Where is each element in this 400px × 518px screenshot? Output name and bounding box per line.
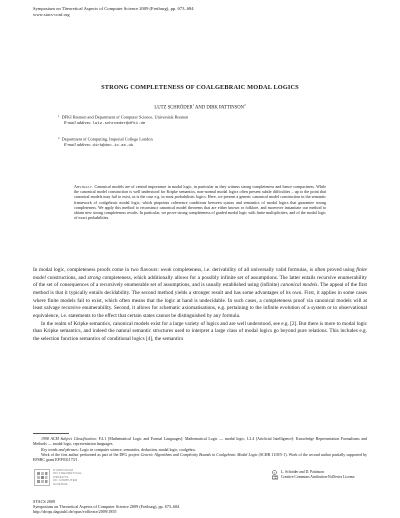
- emph-canonical-models: canonical models: [280, 282, 318, 289]
- abstract: [74, 184, 326, 220]
- footnote-acm: [33, 436, 367, 447]
- footer-venue: STACS 2009: [33, 499, 56, 504]
- svg-text:c: c: [273, 470, 276, 475]
- copyright-block: [272, 470, 355, 481]
- abstract-text: Canonical models are of central importance in modal logic, in particular as they witness strong completeness and hence compactness. While the canonical model construction is well understood for Kripke semantics, non-normal modal logics often present subtle difficulties – up to the point that canonical models may fail to exist, as is the case e.g. in most probabilistic logics. Here, we present a generic canonical model construction in the semantic framework of coalgebraic modal logic, which pinpoints coherence conditions between syntax and semantics of modal logics that guarantee strong completeness. We apply this method to reconstruct canonical model theorems that are either known or folklore, and moreover instantiate our method to obtain new strong completeness results. In particular, we prove strong completeness of graded modal logic with finite multiplicities, and of the modal logic of exact probabilities.: [74, 184, 326, 221]
- body-paragraph-1: In modal logic, completeness proofs come in two flavours: weak completeness, i.e. derivability of all universally valid formulas, is often proved using finite model constructions, and strong completeness, which additionally allows for a possibly infinite set of assumptions. The latter entails recursive enumerability of the set of consequences of a recursively enumerable set of assumptions, and is usually established using (infinite) canonical models. The appeal of the first method is that it typically entails decidability. The second method yields a stronger result and has some advantages of its own. First, it applies in some cases where finite models fail to exist, which often means that the logic at hand is undecidable. In such cases, a completeness proof via canonical models will at least salvage recursive enumerability. Second, it allows for schematic axiomatisations, e.g. pertaining to the infinite evolution of a system or to observational equivalence, i.e. statements to the effect that certain states cannot be distinguished by any formula.: [33, 267, 368, 319]
- body-paragraph-2: In the realm of Kripke semantics, canonical models exist for a large variety of logics and are well understood, see e.g. [2]. But there is more to modal logic than Kripke semantics, and indeed the natural semantic structures used to interpret a large class of modal logics go beyond pure relations. This includes e.g. the selection function semantics of conditional logics [4], the semantics: [33, 320, 367, 342]
- stacs-logo-icon: [34, 469, 50, 486]
- author-2: DIRK PATTINSON: [206, 105, 245, 111]
- header-url: www.stacs-conf.org: [33, 12, 70, 17]
- affiliation-2-org: Department of Computing, Imperial College London: [61, 136, 153, 142]
- footnote-keywords-label: Key words and phrases:: [41, 446, 80, 452]
- page-footer: [33, 499, 179, 514]
- license-text[interactable]: Creative Commons Attribution-NoDerivs License: [281, 475, 355, 480]
- emph-weak: weak: [160, 267, 172, 273]
- copyright-holders: L. Schröder and D. Pattinson: [281, 470, 324, 474]
- footnote-rule: [33, 433, 69, 434]
- footnote-acm-text: F.4.1 [Mathematical Logic and Formal Languages]: Mathematical Logic — modal logic; I.2.4 [Artificial Intelligence]: Knowledge Representation Formalisms and Methods — modal logic, representation languages.: [33, 436, 367, 447]
- emph-finite-model: finite model: [33, 267, 367, 281]
- footnotes: [33, 436, 367, 462]
- header-proceedings: Symposium on Theoretical Aspects of Computer Science 2009 (Freiburg), pp. 673–684: [33, 6, 194, 11]
- creative-commons-icon[interactable]: [272, 475, 278, 480]
- affiliation-2-marker: 2: [58, 136, 60, 140]
- affiliation-1: [58, 114, 188, 128]
- affiliation-2: [58, 136, 153, 150]
- affiliation-1-email[interactable]: lutz.schroeder@dfki.de: [92, 122, 146, 127]
- footnote-acm-label: 1998 ACM Subject Classification:: [41, 436, 97, 441]
- footer-url[interactable]: http://drops.dagstuhl.de/opus/volltexte/2009/1855: [33, 509, 117, 515]
- footnote-funding: Work of the first author performed as part of the DFG project Generic Algorithms and Complexity Bounds in Coalgebraic Modal Logic (SCHR 1118/5-1). Work of the second author partially supported by EPSRC grant EP/F031173/1.: [33, 451, 368, 462]
- author-line: [0, 103, 400, 111]
- paper-title: STRONG COMPLETENESS OF COALGEBRAIC MODAL LOGICS: [101, 84, 299, 91]
- affiliation-1-org: DFKI Bremen and Department of Computer Science, Universität Bremen: [61, 114, 189, 120]
- copyright-icon: [272, 470, 278, 475]
- abstract-label: Abstract.: [74, 184, 94, 189]
- author-and: AND: [195, 105, 206, 111]
- running-header: [33, 6, 194, 18]
- footer-proceedings: Symposium on Theoretical Aspects of Computer Science 2009 (Freiburg), pp. 673–684: [33, 504, 180, 510]
- stacs-logo-text: SYMPOSIUM ON THEORETICAL ASPECTS OF COMPUTER SCIENCE: [53, 468, 83, 486]
- emph-strong: strong: [87, 274, 101, 281]
- author-2-marker: 2: [244, 103, 246, 107]
- affiliation-2-email-label: E-mail address:: [64, 142, 92, 148]
- footnote-project-title: Generic Algorithms and Complexity Bounds in Coalgebraic Modal Logic: [140, 451, 258, 457]
- body-text: [33, 267, 367, 344]
- author-1-marker: 1: [192, 103, 195, 107]
- affiliation-2-email[interactable]: dirk@doc.ic.ac.uk: [92, 144, 134, 149]
- author-1: LUTZ SCHRÖDER: [154, 105, 193, 111]
- footnote-keywords-text: Logic in computer science, semantics, deduction, modal logic, coalgebra.: [79, 446, 196, 452]
- affiliation-1-marker: 1: [58, 114, 60, 118]
- affiliation-1-email-label: E-mail address:: [64, 120, 92, 126]
